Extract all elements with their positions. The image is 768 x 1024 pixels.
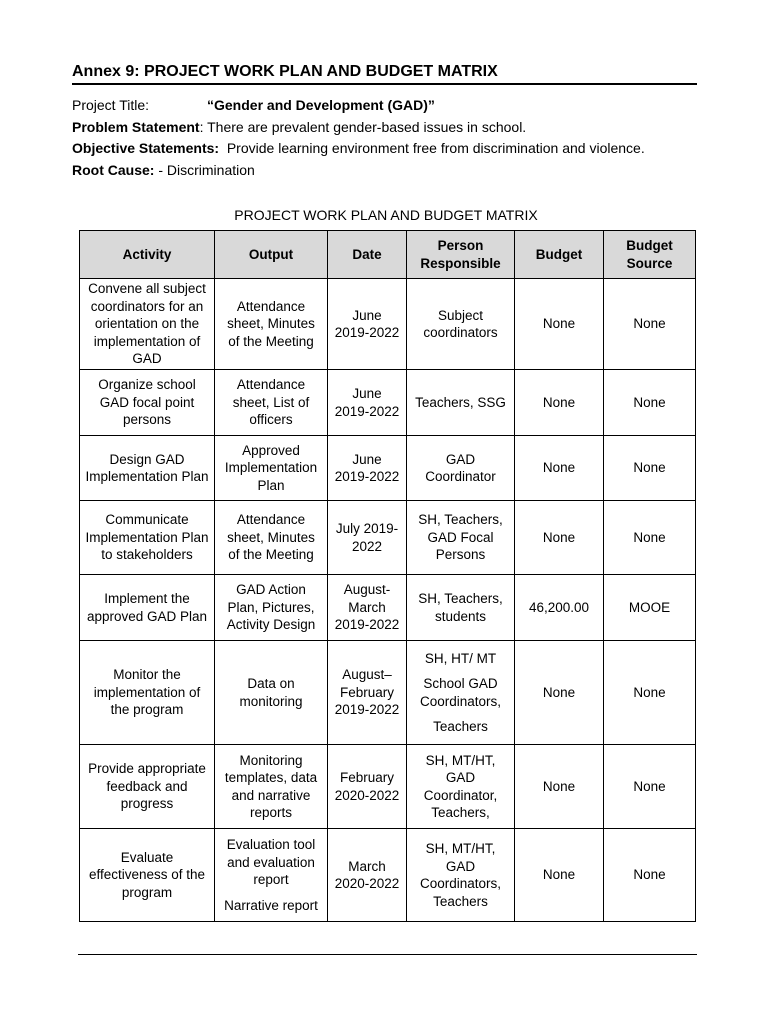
cell-line: Implementation [224,460,318,476]
cell-line: July 2019- [335,521,399,536]
cell-line: GAD focal point [99,394,195,410]
cell-line: coordinators for an [90,298,204,314]
cell-activity [80,370,215,436]
cell-line: officers [249,412,293,428]
cell-line: sheet, Minutes [227,529,315,545]
cell-line: coordinators [423,325,498,340]
cell-line: the program [110,702,184,718]
cell-budget: None [515,279,604,370]
cell-line: Convene all subject [88,281,206,297]
cell-line: SH, Teachers, [418,512,503,528]
cell-line: 2020-2022 [334,787,400,803]
cell-line: report [253,872,289,887]
cell-activity [80,501,215,575]
cell-line: GAD [445,451,476,467]
table-row [80,501,696,575]
cell-line: sheet, List of [232,394,310,410]
header-output: Output [215,231,328,279]
cell-line: Teachers, SSG [415,394,506,410]
problem-statement-line [72,118,712,136]
cell-line: Attendance [236,298,306,314]
cell-line: Communicate [105,512,189,528]
cell-line: February [339,684,395,700]
cell-output [215,436,328,501]
table-caption: PROJECT WORK PLAN AND BUDGET MATRIX [234,207,538,223]
project-title-label: Project Title: [72,97,150,113]
cell-line: 2020-2022 [334,876,400,891]
annex-title: Annex 9: PROJECT WORK PLAN AND BUDGET MATRIX [72,63,498,80]
cell-line: program [121,884,173,900]
cell-line: GAD Focal [427,529,494,545]
table-row [80,829,696,922]
cell-line: School GAD [423,676,498,691]
cell-person [407,436,515,501]
cell-line: GAD [445,770,476,785]
cell-line: orientation on the [94,316,200,332]
cell-line: sheet, Minutes [227,316,315,332]
title-divider [72,83,697,85]
cell-line: 2022 [351,538,383,554]
cell-line: Coordinator, [423,787,498,803]
cell-line: GAD [132,351,162,367]
cell-line: Implementation Plan [85,469,209,484]
cell-line: February [339,770,395,785]
cell-budget: None [515,745,604,829]
cell-line: Provide appropriate [88,761,206,777]
cell-line: 2019-2022 [334,403,400,419]
project-title-value: “Gender and Development (GAD)” [207,97,435,113]
work-plan-table [79,230,696,922]
cell-line: Organize school [98,377,196,393]
header-person-responsible [407,231,515,279]
cell-source: None [604,279,696,370]
cell-date [328,575,407,641]
objective-statements-label: Objective Statements: [72,140,220,156]
cell-date [328,745,407,829]
cell-line: of the Meeting [228,547,314,563]
cell-person [407,641,515,745]
cell-line: Implement the [104,591,190,606]
cell-line: March [348,858,386,874]
cell-output [215,745,328,829]
cell-line: Activity Design [226,617,316,633]
cell-person [407,745,515,829]
cell-activity [80,279,215,370]
footer-divider [78,954,697,955]
table-row [80,745,696,829]
cell-source: None [604,829,696,922]
cell-output [215,575,328,641]
cell-line: implementation of [93,684,201,700]
cell-source: None [604,370,696,436]
table-row [80,575,696,641]
cell-line: August– [342,667,392,683]
cell-line: Monitor the [113,667,181,683]
cell-line: GAD [445,858,476,874]
table-body [80,279,696,922]
cell-budget: None [515,370,604,436]
cell-budget: 46,200.00 [515,575,604,641]
cell-line: 2019-2022 [334,617,400,633]
root-cause-text: - Discrimination [154,162,255,178]
root-cause-label: Root Cause: [72,162,155,178]
header-activity: Activity [80,231,215,279]
cell-line: reports [249,805,293,820]
cell-date [328,436,407,501]
cell-line: Teachers [433,893,488,909]
cell-activity [80,641,215,745]
cell-line: SH, HT/ MT [424,650,497,666]
cell-budget: None [515,641,604,745]
cell-line: Coordinator [425,469,496,484]
cell-line: June [352,451,382,467]
header-source-line: Source [626,255,673,271]
cell-line: Persons [435,547,486,563]
cell-date [328,279,407,370]
project-title-line [72,96,712,114]
cell-line: Approved [242,442,300,458]
cell-output [215,370,328,436]
header-budget-source [604,231,696,279]
cell-date [328,829,407,922]
cell-line: Subject [437,307,484,323]
objective-statements-text: Provide learning environment free from discrimination and violence. [226,140,645,156]
cell-line: students [434,608,487,624]
cell-activity [80,575,215,641]
cell-budget: None [515,829,604,922]
cell-date [328,641,407,745]
cell-line: Implementation Plan [85,529,209,545]
cell-date [328,501,407,575]
cell-line: implementation of [93,333,201,349]
header-source-line: Budget [626,238,673,253]
cell-line: Evaluation tool [226,837,316,852]
header-person-line: Responsible [420,255,501,271]
cell-source: None [604,641,696,745]
cell-line: Attendance [236,512,306,528]
cell-line: GAD Action [236,582,306,598]
cell-line: templates, data [224,770,318,785]
problem-statement-label: Problem Statement [72,119,200,135]
cell-output [215,501,328,575]
cell-line: Narrative report [224,897,318,913]
cell-line: Coordinators, [419,693,502,709]
cell-line: 2019-2022 [334,325,400,340]
cell-line: Evaluate [120,849,174,865]
objective-statements-line [72,139,712,157]
cell-budget: None [515,436,604,501]
cell-source: None [604,436,696,501]
cell-line: Design GAD [109,451,185,467]
cell-line: feedback and [106,778,188,794]
cell-activity [80,745,215,829]
table-header-row [80,231,696,279]
cell-line: Monitoring [239,752,303,768]
cell-line: SH, MT/HT, [425,841,496,856]
cell-line: effectiveness of the [88,867,206,883]
cell-line: 2019-2022 [334,702,400,718]
cell-line: and narrative [231,787,311,803]
header-person-line: Person [437,238,484,253]
cell-person [407,829,515,922]
cell-line: progress [120,796,174,812]
cell-line: of the Meeting [228,333,314,349]
header-budget: Budget [515,231,604,279]
cell-line: Teachers, [431,805,490,820]
cell-line: June [352,307,382,323]
cell-person [407,575,515,641]
cell-line: and evaluation [227,854,315,870]
cell-activity [80,829,215,922]
cell-output [215,279,328,370]
cell-line: Plan, Pictures, [227,599,315,615]
cell-line: March [348,599,386,615]
cell-person [407,370,515,436]
cell-output [215,641,328,745]
cell-line: Teachers [433,719,488,734]
cell-line: Plan [257,477,285,493]
cell-budget: None [515,501,604,575]
cell-source: MOOE [604,575,696,641]
problem-statement-text: : There are prevalent gender-based issues in school. [199,119,527,135]
cell-line: Attendance [236,377,306,393]
table-row [80,370,696,436]
cell-source: None [604,501,696,575]
cell-line: to stakeholders [101,547,193,563]
header-date: Date [328,231,407,279]
cell-line: SH, MT/HT, [425,752,496,768]
table-row [80,641,696,745]
cell-source: None [604,745,696,829]
table-row [80,279,696,370]
cell-line: SH, Teachers, [418,591,503,606]
cell-person [407,279,515,370]
cell-date [328,370,407,436]
table-row [80,436,696,501]
cell-line: persons [122,412,172,428]
cell-line: June [352,386,382,401]
cell-line: August- [343,582,391,598]
cell-line: 2019-2022 [334,469,400,484]
cell-output [215,829,328,922]
cell-line: monitoring [239,693,303,709]
cell-person [407,501,515,575]
root-cause-line [72,161,712,179]
cell-line: Data on [247,676,295,691]
cell-line: Coordinators, [419,876,502,891]
cell-activity [80,436,215,501]
cell-line: approved GAD Plan [86,608,208,624]
